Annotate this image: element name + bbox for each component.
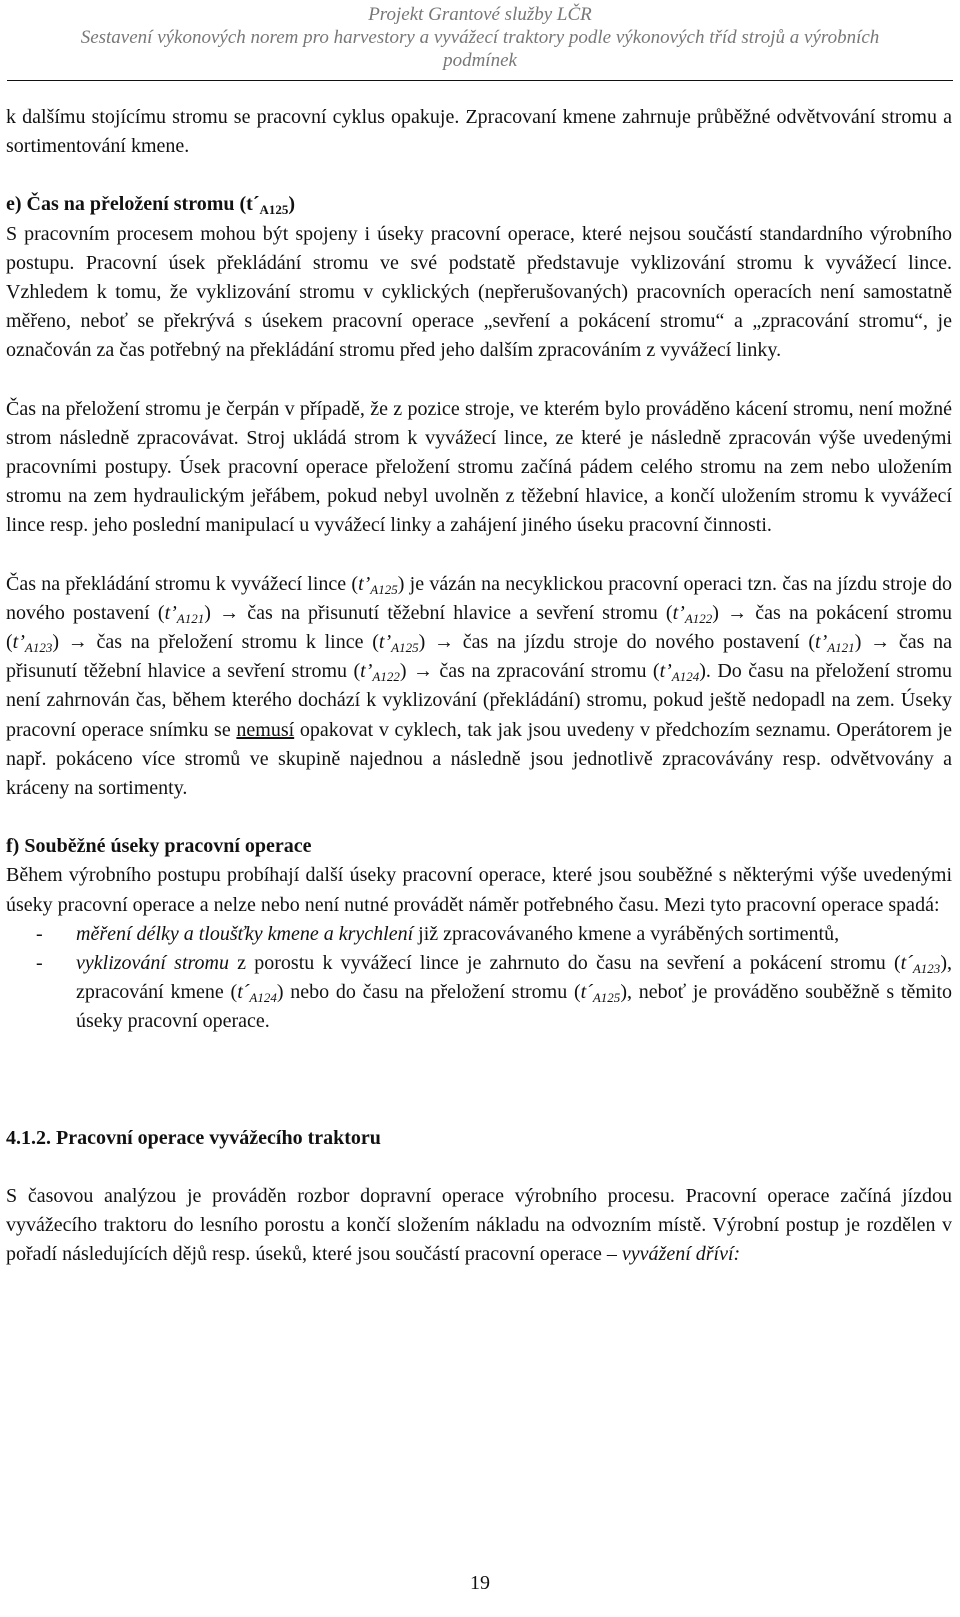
underlined-word: nemusí [236, 718, 295, 741]
page-number: 19 [470, 1572, 490, 1594]
list-item: - měření délky a tloušťky kmene a krychlení již zpracovávaného kmene a vyráběných sortimentů, [36, 922, 840, 945]
intro-paragraph: k dalšímu stojícímu stromu se pracovní cyklus opakuje. Zpracovaní kmene zahrnuje průběžné odvětvování stromu a sortimentování kmene. [6, 106, 952, 158]
section-f-paragraph: Během výrobního postupu probíhají další úseky pracovní operace, které jsou souběžné s některými výše uvedenými úseky pracovní operace a nelze nebo není nutné provádět náměr potřebného času. Mezi tyto pracovní operace spadá: [6, 864, 952, 916]
header-title: Sestavení výkonových norem pro harvestory a vyvážecí traktory podle výkonových tříd strojů a výrobních [80, 27, 880, 48]
section-412-paragraph: S časovou analýzou je prováděn rozbor dopravní operace výrobního procesu. Pracovní operace začíná jízdou vyvážecího traktoru do lesního porostu a končí složením nákladu na odvozním místě. Výrobní postup je rozdělen v pořadí následujících dějů resp. úseků, které jsou součástí pracovní operace – vyvážení dříví: [6, 1184, 952, 1266]
section-e-paragraph-3: Čas na překládání stromu k vyvážecí lince $(t’_{A125})$ je vázán na necyklickou pracovní operaci tzn. čas na jízdu stroje do nového postavení $(t’_{A121})$ → čas na přisunutí těžební hlavice a sevření stromu $(t’_{A122})$ → čas na pokácení stromu $(t’_{A123})$ → čas na přeložení stromu k lince $(t’_{A125})$ → čas na jízdu stroje do nového postavení $(t’_{A121})$ → čas na přisunutí těžební hlavice a sevření stromu $(t’_{A122})$ → čas na zpracování stromu $(t’_{A124})$. Do času na přeložení stromu není zahrnován čas, během kterého dochází k vyklizování (překládání) stromu, pokud ještě nedopadl na zem. Úseky pracovní operace snímku se nemusí opakovat v cyklech, tak jak jsou uvedeny v předchozím seznamu. Operátorem je např. pokáceno více stromů ve skupině najednou a následně jsou jednotlivě zpracovávány resp. odvětvovány a kráceny na sortimenty. [6, 572, 953, 800]
document-body [6, 103, 952, 1270]
section-e-paragraph-1: S pracovním procesem mohou být spojeny i úseky pracovní operace, které nejsou součástí standardního výrobního postupu. Pracovní úsek překládání stromu ve své podstatě představuje vyklizování stromu k vyvážecí lince. Vzhledem k tomu, že vyklizování stromu v cyklických (nepřerušovaných) pracovních operacích není samostatně měřeno, neboť se překrývá s úsekem pracovní operace „sevření a pokácení stromu“ a „zpracování stromu“, je označován za čas potřebný na překládání stromu před jeho dalším zpracováním z vyvážecí linky. [6, 222, 952, 362]
page-header [0, 0, 960, 72]
section-e-heading: e) Čas na přeložení stromu $(t´_{A125})$ [6, 193, 296, 218]
section-412-heading: 4.1.2. Pracovní operace vyvážecího traktoru [6, 1126, 381, 1149]
section-f-heading: f) Souběžné úseky pracovní operace [6, 835, 312, 858]
header-divider [7, 80, 953, 81]
section-e-paragraph-2: Čas na přeložení stromu je čerpán v případě, že z pozice stroje, ve kterém bylo prováděno kácení stromu, není možné strom následně zpracovávat. Stroj ukládá strom k vyvážecí lince, ze které je následně zpracován výše uvedenými pracovními postupy. Úsek pracovní operace přeložení stromu začíná pádem celého stromu na zem nebo uložením stromu na zem hydraulickým jeřábem, pokud nebyl uvolněn z těžební hlavice, a končí uložením stromu k vyvážecí lince resp. jeho poslední manipulací u vyvážecí linky a zahájení jiného úseku pracovní činnosti. [6, 397, 952, 537]
concurrent-operations-list [6, 920, 952, 1037]
list-item: - vyklizování stromu z porostu k vyvážecí lince je zahrnuto do času na sevření a pokácení stromu $(t´_{A123})$, zpracování kmene $(t´_{A124})$ nebo do času na přeložení stromu $(t´_{A125})$, neboť je prováděno souběžně s těmito úseky pracovní operace. [36, 952, 952, 1033]
header-project: Projekt Grantové služby LČR [368, 4, 592, 25]
header-title-cont: podmínek [443, 50, 517, 71]
